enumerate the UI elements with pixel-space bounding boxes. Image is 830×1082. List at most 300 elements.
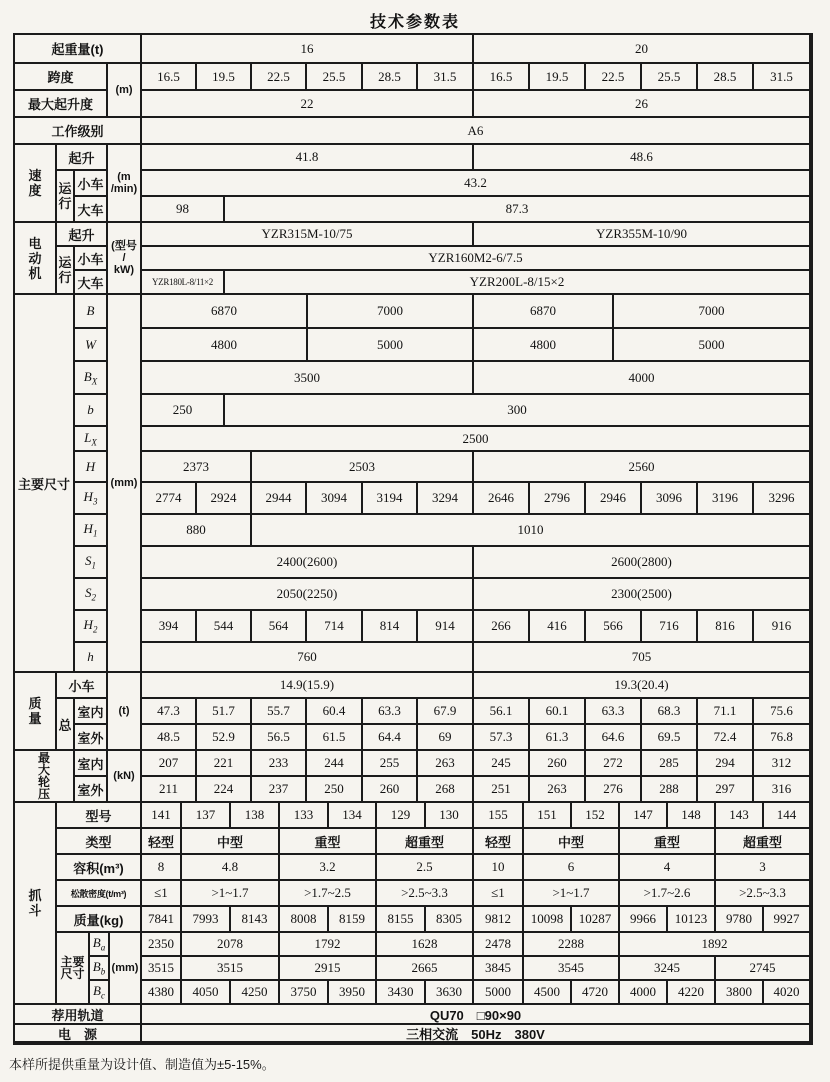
table-row (15, 64, 108, 91)
value-capacity-16: 16 (142, 35, 474, 64)
table-cell: 14.9(15.9) (142, 673, 474, 699)
table-row (57, 803, 811, 829)
table-cell: 416 (530, 611, 586, 643)
label-trolley: 小车 (57, 673, 108, 699)
table-row (75, 247, 108, 271)
table-cell: 294 (698, 751, 754, 777)
table-cell: 250 (307, 777, 363, 803)
label-span: 跨度 (15, 64, 108, 91)
table-cell: 312 (754, 751, 811, 777)
table-row (57, 855, 811, 881)
table-cell: 43.2 (142, 171, 811, 197)
table-cell: 3950 (329, 981, 377, 1005)
table-cell: 2050(2250) (142, 579, 474, 611)
table-cell: 221 (197, 751, 252, 777)
row-label: 轻型 (474, 829, 524, 855)
table-cell: 152 (572, 803, 620, 829)
table-cell: 1010 (252, 515, 811, 547)
table-row (75, 515, 108, 547)
table-cell: 64.6 (586, 725, 642, 751)
table-cell: 3750 (280, 981, 329, 1005)
table-cell: 87.3 (225, 197, 811, 223)
table-cell: 4000 (620, 981, 668, 1005)
table-cell: 297 (698, 777, 754, 803)
label-max-lift-height: 最大起升度 (15, 91, 108, 118)
table-cell: 155 (474, 803, 524, 829)
row-label: 重型 (280, 829, 377, 855)
table-cell: 2503 (252, 452, 474, 483)
table-cell: 22.5 (252, 64, 307, 91)
cell-group (142, 64, 811, 118)
cell-group (57, 223, 108, 295)
table-row (75, 643, 108, 673)
table-cell: 3194 (363, 483, 418, 515)
row-label: 轻型 (142, 829, 182, 855)
cell-group (57, 673, 108, 751)
table-cell: 285 (642, 751, 698, 777)
label-trolley: 小车 (75, 247, 108, 271)
table-cell: 3500 (142, 362, 474, 395)
table-cell: 16.5 (142, 64, 197, 91)
band-power-supply (15, 1025, 811, 1043)
table-cell: 2.5 (377, 855, 474, 881)
table-cell: 68.3 (642, 699, 698, 725)
cell-group (142, 751, 811, 803)
table-cell: h (75, 643, 108, 673)
table-cell: 316 (754, 777, 811, 803)
table-cell: 2373 (142, 452, 252, 483)
cell-group (142, 933, 811, 1005)
table-row (75, 197, 108, 223)
table-cell: 60.1 (530, 699, 586, 725)
table-row (142, 295, 811, 329)
table-cell: 69.5 (642, 725, 698, 751)
table-row (75, 427, 108, 452)
cell-group (75, 751, 108, 803)
label-travel: 运 行 (57, 171, 75, 223)
label-duty-class: 工作级别 (15, 118, 142, 145)
table-cell: 19.5 (530, 64, 586, 91)
label-indoor: 室内 (75, 751, 108, 777)
unit-m-min: (m /min) (108, 145, 142, 223)
table-cell: 69 (418, 725, 474, 751)
unit-kn: (kN) (108, 751, 142, 803)
table-row (75, 579, 108, 611)
table-cell: 237 (252, 777, 307, 803)
table-cell: 4020 (764, 981, 811, 1005)
table-cell: 8305 (426, 907, 474, 933)
table-cell: 47.3 (142, 699, 197, 725)
label-trolley: 小车 (75, 171, 108, 197)
table-row (75, 483, 108, 515)
table-cell: 263 (418, 751, 474, 777)
table-cell: 3515 (142, 957, 182, 981)
table-cell: W (75, 329, 108, 362)
table-cell: 244 (307, 751, 363, 777)
table-cell: 148 (668, 803, 716, 829)
cell-group (57, 145, 108, 223)
table-cell: 129 (377, 803, 426, 829)
table-cell: 31.5 (754, 64, 811, 91)
table-cell: >2.5~3.3 (377, 881, 474, 907)
label-mass: 质 量 (15, 673, 57, 751)
table-cell: $L_X$ (75, 427, 108, 452)
table-row (57, 699, 108, 751)
table-cell: 9927 (764, 907, 811, 933)
table-cell: 714 (307, 611, 363, 643)
cell-group (90, 933, 110, 1005)
table-cell: 151 (524, 803, 572, 829)
table-cell: 6870 (474, 295, 614, 329)
table-cell: 9780 (716, 907, 764, 933)
table-cell: 137 (182, 803, 231, 829)
band-duty-class (15, 118, 811, 145)
table-row (142, 64, 811, 91)
table-cell: 63.3 (363, 699, 418, 725)
table-cell: 9812 (474, 907, 524, 933)
table-cell: $H_2$ (75, 611, 108, 643)
table-row (142, 145, 811, 171)
table-cell: 816 (698, 611, 754, 643)
table-cell: 16.5 (474, 64, 530, 91)
table-cell: 233 (252, 751, 307, 777)
table-cell: H (75, 452, 108, 483)
table-row (142, 673, 811, 699)
label-indoor: 室内 (75, 699, 108, 725)
band-grab (15, 803, 811, 1005)
table-cell: 2288 (524, 933, 620, 957)
label-grab-dimensions: 主要 尺寸 (57, 933, 90, 1005)
table-row (142, 725, 811, 751)
table-row (142, 395, 811, 427)
table-cell: >1.7~2.5 (280, 881, 377, 907)
table-cell: 41.8 (142, 145, 474, 171)
table-cell: 3096 (642, 483, 698, 515)
table-cell: 144 (764, 803, 811, 829)
table-cell: 260 (363, 777, 418, 803)
table-row (142, 981, 811, 1005)
table-cell: 19.3(20.4) (474, 673, 811, 699)
table-cell: 22.5 (586, 64, 642, 91)
cell-group (75, 171, 108, 223)
table-row (142, 579, 811, 611)
label-hoisting: 起升 (57, 145, 108, 171)
table-cell: 268 (418, 777, 474, 803)
table-row (75, 395, 108, 427)
table-cell: 288 (642, 777, 698, 803)
table-cell: 56.1 (474, 699, 530, 725)
cell-group (142, 295, 811, 673)
table-row (75, 725, 108, 751)
table-cell: 31.5 (418, 64, 474, 91)
table-cell: 64.4 (363, 725, 418, 751)
table-cell: 71.1 (698, 699, 754, 725)
table-cell: YZR355M-10/90 (474, 223, 811, 247)
table-row (75, 699, 108, 725)
table-cell: 394 (142, 611, 197, 643)
table-cell: 211 (142, 777, 197, 803)
table-cell: 2500 (142, 427, 811, 452)
table-row (57, 673, 108, 699)
table-cell: 3296 (754, 483, 811, 515)
table-row (15, 91, 108, 118)
table-row (57, 881, 811, 907)
table-cell: 7000 (308, 295, 474, 329)
table-cell: 255 (363, 751, 418, 777)
table-cell: 67.9 (418, 699, 474, 725)
label-travel: 运 行 (57, 247, 75, 295)
table-cell: 3245 (620, 957, 716, 981)
value-duty-class: A6 (142, 118, 811, 145)
band-speed (15, 145, 811, 223)
cell-group (142, 673, 811, 751)
table-cell: 4250 (231, 981, 280, 1005)
table-cell: 7993 (182, 907, 231, 933)
table-cell: 56.5 (252, 725, 307, 751)
table-cell: 566 (586, 611, 642, 643)
table-cell: 544 (197, 611, 252, 643)
table-cell: 7000 (614, 295, 811, 329)
label-main-dimensions: 主要尺寸 (15, 295, 75, 673)
table-cell: YZR160M2-6/7.5 (142, 247, 811, 271)
table-cell: 2400(2600) (142, 547, 474, 579)
table-cell: 5000 (614, 329, 811, 362)
unit-t: (t) (108, 673, 142, 751)
table-cell: 224 (197, 777, 252, 803)
table-cell: 4050 (182, 981, 231, 1005)
table-cell: 55.7 (252, 699, 307, 725)
label-model: 型号 (57, 803, 142, 829)
table-cell: 138 (231, 803, 280, 829)
table-cell: 564 (252, 611, 307, 643)
table-row (57, 829, 811, 855)
table-cell: 98 (142, 197, 225, 223)
table-row (75, 362, 108, 395)
table-cell: 2300(2500) (474, 579, 811, 611)
band-recommended-rail (15, 1005, 811, 1025)
cell-group (75, 699, 108, 751)
table-cell: 8008 (280, 907, 329, 933)
table-cell: 272 (586, 751, 642, 777)
table-cell: $H_3$ (75, 483, 108, 515)
cell-group (15, 64, 108, 118)
label-grab-mass: 质量(kg) (57, 907, 142, 933)
table-row (142, 547, 811, 579)
table-cell: 130 (426, 803, 474, 829)
label-outdoor: 室外 (75, 777, 108, 803)
table-cell: ≤1 (474, 881, 524, 907)
table-row (142, 329, 811, 362)
page-title: 技术参数表 (369, 14, 460, 31)
table-cell: 8 (142, 855, 182, 881)
label-grab: 抓 斗 (15, 803, 57, 1005)
table-cell: 4500 (524, 981, 572, 1005)
band-span-liftheight (15, 64, 811, 118)
table-cell: >1~1.7 (182, 881, 280, 907)
table-row (142, 957, 811, 981)
table-cell: 2560 (474, 452, 811, 483)
table-cell: 245 (474, 751, 530, 777)
unit-mm: (mm) (108, 295, 142, 673)
table-cell: 2665 (377, 957, 474, 981)
table-row (57, 145, 108, 171)
label-bulk-density: 松散密度(t/m³) (57, 881, 142, 907)
table-cell: 250 (142, 395, 225, 427)
band-max-wheel-load (15, 751, 811, 803)
table-cell: 60.4 (307, 699, 363, 725)
table-cell: 3196 (698, 483, 754, 515)
table-cell: 48.5 (142, 725, 197, 751)
table-cell: 3800 (716, 981, 764, 1005)
table-cell: 51.7 (197, 699, 252, 725)
table-cell: 10098 (524, 907, 572, 933)
unit-model-kw: (型号 / kW) (108, 223, 142, 295)
table-row (90, 957, 110, 981)
table-cell: 28.5 (698, 64, 754, 91)
table-cell: >1~1.7 (524, 881, 620, 907)
table-row (142, 699, 811, 725)
table-row (142, 271, 811, 295)
table-cell: 8155 (377, 907, 426, 933)
table-cell: 72.4 (698, 725, 754, 751)
cell-group (75, 295, 108, 673)
table-cell: 5000 (474, 981, 524, 1005)
table-cell: 6870 (142, 295, 308, 329)
table-row (90, 981, 110, 1005)
table-cell: 300 (225, 395, 811, 427)
table-cell: 2600(2800) (474, 547, 811, 579)
table-row (75, 171, 108, 197)
table-cell: 1892 (620, 933, 811, 957)
table-cell: 207 (142, 751, 197, 777)
band-main-dimensions (15, 295, 811, 673)
table-row (57, 933, 811, 1005)
table-row (142, 751, 811, 777)
table-cell: 4220 (668, 981, 716, 1005)
table-cell: 22 (142, 91, 474, 118)
table-cell: >1.7~2.6 (620, 881, 716, 907)
band-mass (15, 673, 811, 751)
table-row (75, 611, 108, 643)
table-cell: 2350 (142, 933, 182, 957)
table-row (75, 452, 108, 483)
table-cell: 143 (716, 803, 764, 829)
table-cell: 2646 (474, 483, 530, 515)
table-cell: 3094 (307, 483, 363, 515)
table-cell: 705 (474, 643, 811, 673)
band-motor (15, 223, 811, 295)
table-cell: 141 (142, 803, 182, 829)
table-row (142, 611, 811, 643)
value-recommended-rail: QU70 □90×90 (142, 1005, 811, 1025)
table-row (142, 483, 811, 515)
table-cell: $S_1$ (75, 547, 108, 579)
table-cell: 4380 (142, 981, 182, 1005)
row-label: 重型 (620, 829, 716, 855)
table-cell: 25.5 (307, 64, 363, 91)
cell-group (142, 145, 811, 223)
table-cell: 2915 (280, 957, 377, 981)
table-row (75, 751, 108, 777)
table-cell: 7841 (142, 907, 182, 933)
table-cell: 26 (474, 91, 811, 118)
parameters-table (13, 33, 813, 1045)
table-cell: 260 (530, 751, 586, 777)
label-max-wheel-load: 最 大 轮 压 (15, 751, 75, 803)
table-cell: 61.3 (530, 725, 586, 751)
table-cell: 75.6 (754, 699, 811, 725)
table-row (57, 223, 108, 247)
table-row (142, 643, 811, 673)
table-row (75, 295, 108, 329)
label-volume: 容积(m³) (57, 855, 142, 881)
table-cell: 19.5 (197, 64, 252, 91)
table-row (142, 362, 811, 395)
table-cell: B (75, 295, 108, 329)
table-cell: 2478 (474, 933, 524, 957)
table-row (142, 91, 811, 118)
label-recommended-rail: 荐用轨道 (15, 1005, 142, 1025)
table-cell: 4800 (142, 329, 308, 362)
value-power-supply: 三相交流 50Hz 380V (142, 1025, 811, 1043)
row-label: 超重型 (716, 829, 811, 855)
table-row (142, 933, 811, 957)
table-cell: 48.6 (474, 145, 811, 171)
table-cell: 2796 (530, 483, 586, 515)
table-cell: 28.5 (363, 64, 418, 91)
table-cell: 4720 (572, 981, 620, 1005)
table-cell: 1628 (377, 933, 474, 957)
table-cell: 63.3 (586, 699, 642, 725)
footnote: 本样所提供重量为设计值、制造值为±5-15%。 (9, 1057, 275, 1072)
table-cell: 914 (418, 611, 474, 643)
cell-group (142, 223, 811, 295)
table-cell: 133 (280, 803, 329, 829)
table-cell: 2946 (586, 483, 642, 515)
table-cell: 8159 (329, 907, 377, 933)
table-cell: 3845 (474, 957, 524, 981)
table-cell: 1792 (280, 933, 377, 957)
table-cell: 2745 (716, 957, 811, 981)
table-cell: 147 (620, 803, 668, 829)
table-row (57, 247, 108, 295)
label-motor: 电 动 机 (15, 223, 57, 295)
table-cell: 52.9 (197, 725, 252, 751)
table-cell: 916 (754, 611, 811, 643)
label-lifting-capacity: 起重量(t) (15, 35, 142, 64)
table-cell: 716 (642, 611, 698, 643)
label-power-supply: 电 源 (15, 1025, 142, 1043)
table-cell: 10 (474, 855, 524, 881)
table-cell: $B_b$ (90, 957, 110, 981)
table-cell: 3545 (524, 957, 620, 981)
table-row (142, 171, 811, 197)
table-cell: $B_c$ (90, 981, 110, 1005)
table-row (142, 452, 811, 483)
table-cell: 61.5 (307, 725, 363, 751)
table-cell: 5000 (308, 329, 474, 362)
table-cell: YZR180L-8/11×2 (142, 271, 225, 295)
table-cell: 134 (329, 803, 377, 829)
table-cell: 251 (474, 777, 530, 803)
table-cell: 4.8 (182, 855, 280, 881)
row-label: 中型 (182, 829, 280, 855)
band-lifting-capacity (15, 35, 811, 64)
table-cell: 3294 (418, 483, 474, 515)
label-type: 类型 (57, 829, 142, 855)
table-cell: 880 (142, 515, 252, 547)
table-row (90, 933, 110, 957)
